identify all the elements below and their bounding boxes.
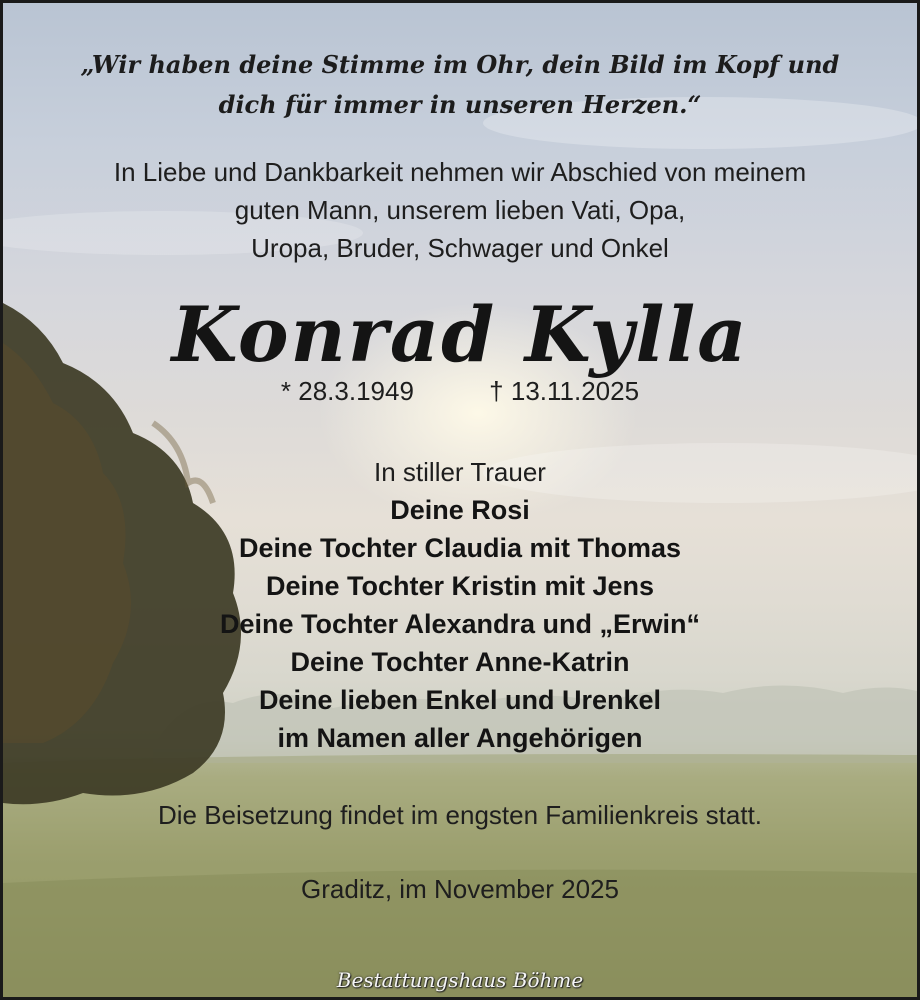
burial-note: Die Beisetzung findet im engsten Familienkreis statt. — [157, 800, 763, 830]
mourner-item: Deine lieben Enkel und Urenkel — [258, 685, 662, 715]
mourner-item: Deine Tochter Claudia mit Thomas — [238, 533, 682, 563]
death-date: † 13.11.2025 — [489, 376, 640, 406]
mourning-heading: In stiller Trauer — [374, 457, 546, 487]
intro-text — [3, 153, 917, 267]
mourner-item: Deine Rosi — [390, 495, 530, 525]
mourners-list — [3, 491, 917, 757]
intro-line-2: guten Mann, unserem lieben Vati, Opa, — [234, 195, 686, 225]
intro-line-1: In Liebe und Dankbarkeit nehmen wir Abschied von meinem — [113, 157, 807, 187]
quote — [3, 45, 917, 125]
mourner-item: Deine Tochter Kristin mit Jens — [265, 571, 655, 601]
place-date: Graditz, im November 2025 — [301, 874, 619, 904]
life-dates — [3, 373, 917, 409]
mourner-item: im Namen aller Angehörigen — [277, 723, 643, 753]
mourners-block — [3, 453, 917, 757]
funeral-home-credit: Bestattungshaus Böhme — [336, 968, 584, 992]
mourner-item: Deine Tochter Alexandra und „Erwin“ — [219, 609, 701, 639]
quote-line-2: dich für immer in unseren Herzen.“ — [218, 90, 702, 119]
intro-line-3: Uropa, Bruder, Schwager und Onkel — [251, 233, 669, 263]
deceased-name: Konrad Kylla — [171, 290, 749, 379]
mourner-item: Deine Tochter Anne-Katrin — [290, 647, 630, 677]
quote-line-1: „Wir haben deine Stimme im Ohr, dein Bild im Kopf und — [80, 50, 840, 79]
birth-date: * 28.3.1949 — [280, 376, 414, 406]
